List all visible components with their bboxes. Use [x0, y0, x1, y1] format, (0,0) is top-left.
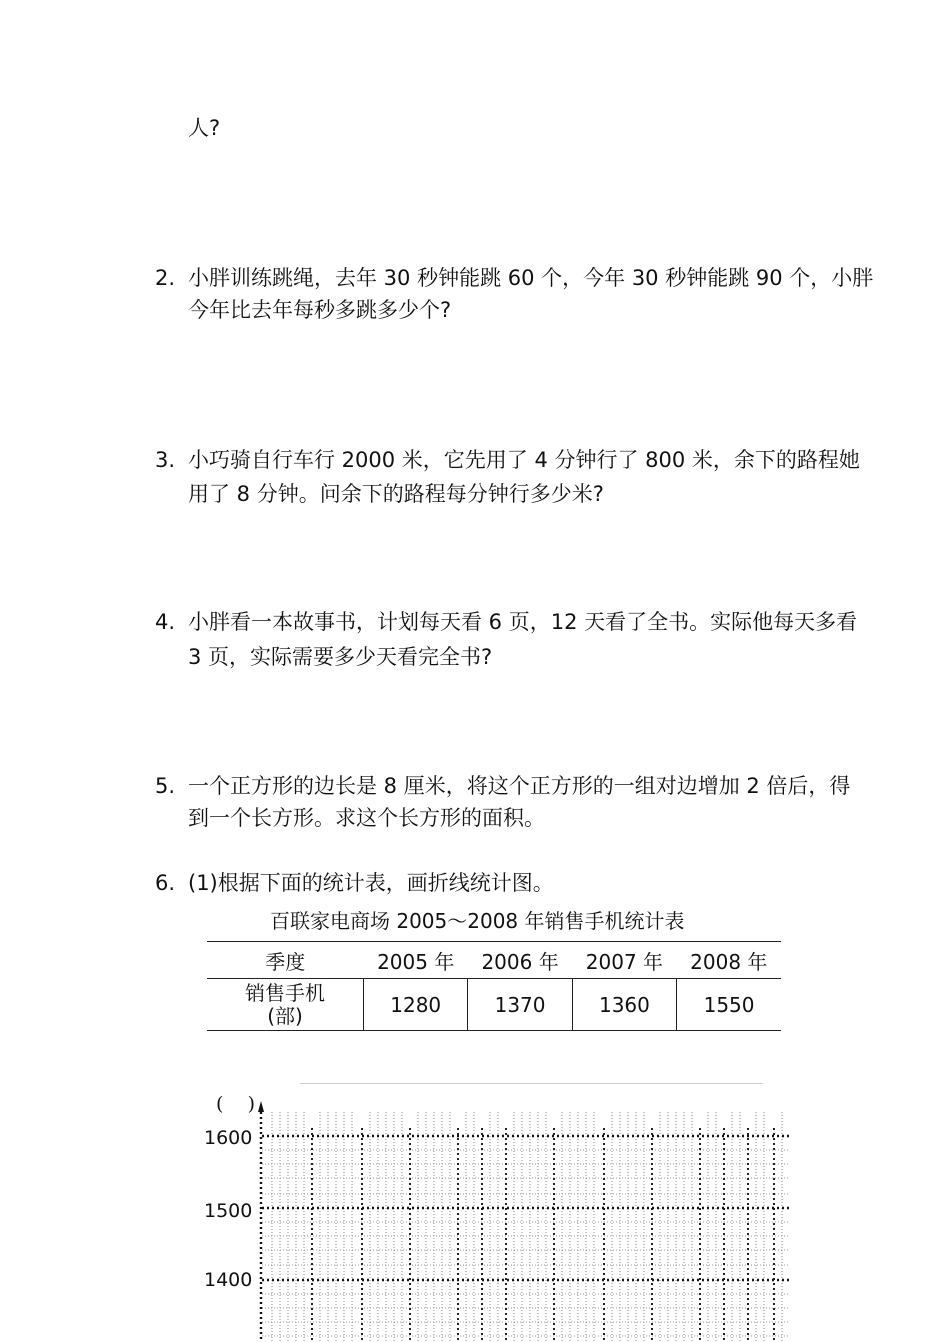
header-cell-season: 季度	[207, 942, 364, 979]
question-3-line-1: 小巧骑自行车行 2000 米，它先用了 4 分钟行了 800 米，余下的路程她	[188, 448, 860, 472]
header-cell-2006: 2006 年	[468, 942, 572, 979]
value-cell-2007: 1360	[572, 979, 676, 1031]
question-4-number: 4.	[155, 610, 176, 634]
question-6-line-1: (1)根据下面的统计表，画折线统计图。	[188, 871, 554, 895]
row-label-line-2: (部)	[267, 1003, 303, 1028]
question-5-line-2: 到一个长方形。求这个长方形的面积。	[188, 806, 545, 830]
y-axis-unit-blank: ( )	[216, 1093, 255, 1115]
header-cell-2005: 2005 年	[364, 942, 468, 979]
question-5-number: 5.	[155, 774, 176, 798]
question-1-tail: 人?	[188, 116, 221, 140]
y-tick-1400: 1400	[204, 1269, 253, 1291]
row-label-line-1: 销售手机	[245, 980, 326, 1005]
header-cell-2008: 2008 年	[677, 942, 781, 979]
question-2-number: 2.	[155, 266, 176, 290]
question-4-line-2: 3 页，实际需要多少天看完全书?	[188, 645, 493, 669]
question-4-line-1: 小胖看一本故事书，计划每天看 6 页，12 天看了全书。实际他每天多看	[188, 610, 858, 634]
y-tick-1600: 1600	[204, 1127, 253, 1149]
major-horizontal-grid-lines	[262, 1136, 790, 1280]
question-2-line-2: 今年比去年每秒多跳多少个?	[188, 298, 452, 322]
question-3-line-2: 用了 8 分钟。问余下的路程每分钟行多少米?	[188, 482, 604, 506]
stats-table-title: 百联家电商场 2005～2008 年销售手机统计表	[270, 909, 685, 933]
fine-horizontal-grid-lines	[262, 1150, 790, 1336]
question-3-number: 3.	[155, 448, 176, 472]
question-2-line-1: 小胖训练跳绳，去年 30 秒钟能跳 60 个，今年 30 秒钟能跳 90 个，小胖	[188, 266, 874, 290]
value-cell-2008: 1550	[677, 979, 781, 1031]
y-tick-1500: 1500	[204, 1200, 253, 1222]
value-cell-2006: 1370	[468, 979, 572, 1031]
major-vertical-grid-lines	[312, 1128, 774, 1342]
y-axis-arrow-icon	[258, 1101, 264, 1112]
question-5-line-1: 一个正方形的边长是 8 厘米，将这个正方形的一组对边增加 2 倍后，得	[188, 774, 851, 798]
value-cell-2005: 1280	[364, 979, 468, 1031]
header-cell-2007: 2007 年	[572, 942, 676, 979]
question-6-number: 6.	[155, 871, 176, 895]
